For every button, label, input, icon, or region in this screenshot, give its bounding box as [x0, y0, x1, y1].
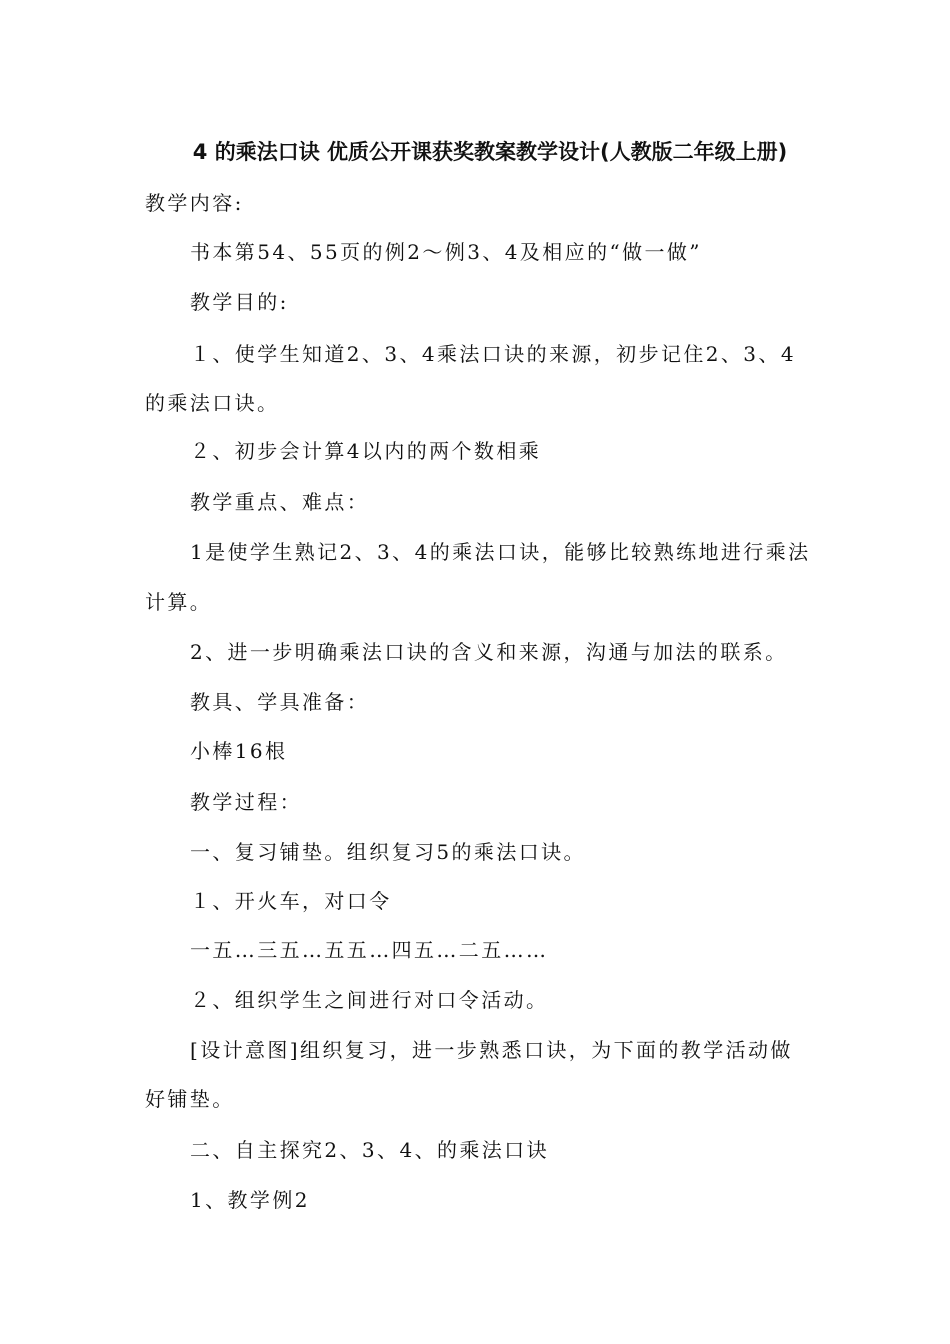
paragraph-section-2: 二、自主探究2、3、4、的乘法口诀 [190, 1138, 549, 1162]
paragraph-teaching-content-heading: 教学内容: [145, 191, 244, 215]
paragraph-textbook-pages: 书本第54、55页的例2～例3、4及相应的“做一做” [190, 240, 702, 264]
paragraph-process-heading: 教学过程： [190, 790, 302, 814]
paragraph-key-point-2: 2、进一步明确乘法口诀的含义和来源，沟通与加法的联系。 [190, 640, 788, 664]
paragraph-goal-2: ２、初步会计算4以内的两个数相乘 [190, 439, 542, 463]
paragraph-example-2: 1、教学例2 [190, 1188, 310, 1212]
paragraph-key-point-1: 1是使学生熟记2、3、4的乘法口诀，能够比较熟练地进行乘法 [190, 540, 811, 564]
paragraph-materials-heading: 教具、学具准备： [190, 690, 370, 714]
paragraph-section-1: 一、复习铺垫。组织复习5的乘法口诀。 [190, 840, 586, 864]
paragraph-teaching-goals-heading: 教学目的: [190, 290, 289, 314]
paragraph-step-1: １、开火车，对口令 [190, 889, 392, 913]
paragraph-goal-1: １、使学生知道2、3、4乘法口诀的来源，初步记住2、3、4 [190, 342, 796, 366]
paragraph-step-2: ２、组织学生之间进行对口令活动。 [190, 988, 549, 1012]
paragraph-chant: 一五…三五…五五…四五…二五…… [190, 938, 549, 962]
paragraph-design-intent-continued: 好铺垫。 [145, 1087, 235, 1111]
paragraph-key-points-heading: 教学重点、难点： [190, 490, 370, 514]
paragraph-goal-1-continued: 的乘法口诀。 [145, 391, 280, 415]
paragraph-key-point-1-continued: 计算。 [145, 590, 213, 614]
paragraph-materials: 小棒16根 [190, 739, 288, 763]
paragraph-design-intent: [设计意图]组织复习，进一步熟悉口诀，为下面的教学活动做 [190, 1038, 793, 1062]
document-title: 4 的乘法口诀 优质公开课获奖教案教学设计(人教版二年级上册) [192, 140, 788, 164]
